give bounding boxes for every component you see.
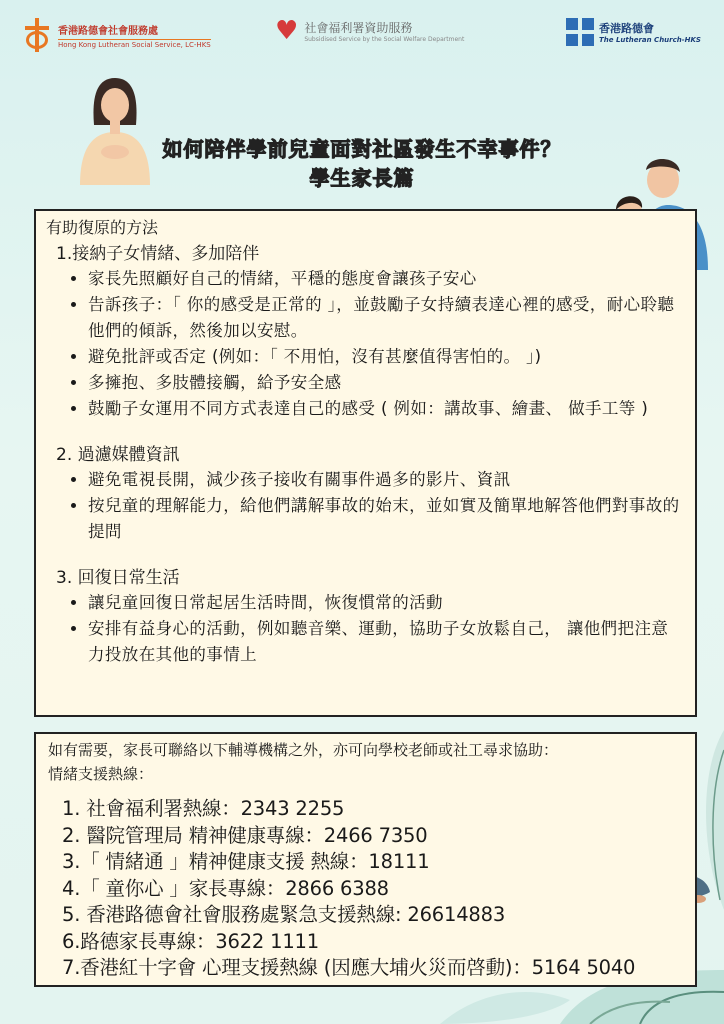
swd-name-zh: 社會福利署資助服務: [304, 21, 413, 35]
list-item: • 多擁抱、多肢體接觸，給予安全感: [88, 370, 685, 396]
swd-name-en: Subsidised Service by the Social Welfare Department: [304, 36, 465, 43]
list-item: • 避免電視長開，減少孩子接收有關事件過多的影片、資訊: [88, 467, 685, 493]
hotline-item: 6.路德家長專線：3622 1111: [62, 929, 319, 953]
page-title: 如何陪伴學前兒童面對社區發生不幸事件？: [162, 137, 562, 161]
recovery-methods-panel: [34, 209, 697, 717]
section-title: 1.接納子女情緒、多加陪伴: [56, 244, 260, 264]
section-title: 2. 過濾媒體資訊: [56, 445, 180, 465]
support-hotlines-panel: [34, 732, 697, 987]
hotline-list: [62, 796, 683, 982]
swd-logo: [275, 18, 464, 44]
list-item: • 告訴孩子：「 你的感受是正常的 」，並鼓勵子女持續表達心裡的感受，耐心聆聽他們的傾訴，然後加以安慰。: [88, 292, 685, 344]
hklss-name-en: Hong Kong Lutheran Social Service, LC-HKS: [58, 40, 211, 49]
hklss-logo: [22, 18, 211, 52]
lch-logo: [566, 18, 701, 46]
list-item: • 家長先照顧好自己的情緒，平穩的態度會讓孩子安心: [88, 266, 685, 292]
methods-heading: 有助復原的方法: [46, 218, 159, 237]
list-item: • 安排有益身心的活動，例如聽音樂、運動，協助子女放鬆自己， 讓他們把注意力投放在其他的事情上: [88, 616, 685, 668]
support-subheading: 情緒支援熱線：: [48, 765, 154, 783]
list-item: • 鼓勵子女運用不同方式表達自己的感受 ( 例如：講故事、繪畫、 做手工等 ): [88, 396, 685, 422]
list-item: • 按兒童的理解能力，給他們講解事故的始末，並如實及簡單地解答他們對事故的提問: [88, 493, 685, 545]
hotline-item: 7.香港紅十字會 心理支援熱線 (因應大埔火災而啓動)：5164 5040: [62, 956, 636, 979]
hotline-item: 5. 香港路德會社會服務處緊急支援熱線: 26614883: [62, 903, 506, 926]
lch-name-en: The Lutheran Church-HKS: [599, 36, 701, 44]
page-subtitle: 學生家長篇: [309, 166, 415, 190]
support-intro: 如有需要，家長可聯絡以下輔導機構之外，亦可向學校老師或社工尋求協助：: [48, 741, 559, 759]
hotline-item: 1. 社會福利署熱線：2343 2255: [62, 797, 345, 820]
section-list: [46, 266, 685, 422]
hklss-name-zh: 香港路德會社會服務處: [58, 25, 158, 37]
lch-mark-icon: [566, 18, 594, 46]
list-item: • 讓兒童回復日常起居生活時間，恢復慣常的活動: [88, 590, 685, 616]
list-item: • 避免批評或否定 (例如：「 不用怕，沒有甚麼值得害怕的。 」): [88, 344, 685, 370]
hotline-item: 2. 醫院管理局 精神健康專線：2466 7350: [62, 823, 428, 847]
section-list: [46, 590, 685, 668]
heart-logo-icon: ♥: [275, 16, 299, 46]
hotline-item: 4.「 童你心 」家長專線：2866 6388: [62, 876, 389, 900]
hotline-item: 3.「 情緒通 」精神健康支援 熱線：18111: [62, 850, 430, 873]
cross-logo-icon: [22, 18, 52, 52]
lch-name-zh: 香港路德會: [599, 22, 654, 35]
section-list: [46, 467, 685, 545]
section-title: 3. 回復日常生活: [56, 568, 180, 588]
